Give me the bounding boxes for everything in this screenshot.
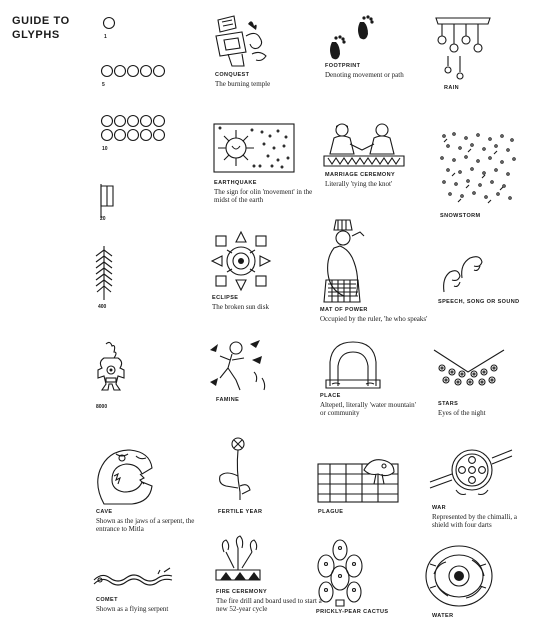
rain-caption: [444, 84, 504, 93]
water-swirl-icon: [424, 544, 494, 608]
water-heading: WATER: [432, 613, 454, 619]
conquest-caption: [215, 71, 315, 88]
earthquake-description: The sign for olin 'movement' in the midst of the earth: [214, 187, 313, 204]
fertile-heading: FERTILE YEAR: [218, 509, 263, 515]
speech-caption: [438, 298, 538, 307]
prickly-pear-cactus-icon: [314, 538, 366, 606]
numeral-one-dot-icon: [102, 16, 116, 30]
fire-caption: [216, 588, 326, 614]
cactus-heading: PRICKLY-PEAR CACTUS: [316, 609, 389, 615]
famine-icon: [206, 338, 272, 394]
mat-heading: MAT OF POWER: [320, 307, 368, 313]
mat-caption: [320, 306, 440, 323]
numeral-eight-thousand-bag-icon: [92, 342, 126, 392]
mat-description: Occupied by the ruler, 'he who speaks': [320, 314, 428, 323]
conquest-temple-icon: [212, 14, 270, 70]
marriage-description: Literally 'tying the knot': [325, 179, 393, 188]
marriage-caption: [325, 171, 435, 188]
footprint-description: Denoting movement or path: [325, 70, 404, 79]
stars-icon: [432, 348, 506, 388]
footprint-caption: [325, 62, 425, 79]
eclipse-sun-icon: [210, 230, 272, 292]
snowstorm-icon: [438, 130, 518, 208]
plague-caption: [318, 508, 378, 517]
war-description: Represented by the chimalli, a shield with four darts: [432, 512, 517, 529]
marriage-ceremony-icon: [322, 120, 406, 168]
war-heading: WAR: [432, 505, 447, 511]
mat-of-power-icon: [320, 218, 372, 304]
famine-caption: [216, 396, 276, 405]
marriage-heading: MARRIAGE CEREMONY: [325, 172, 396, 178]
fire-heading: FIRE CEREMONY: [216, 589, 268, 595]
fertile-caption: [218, 508, 298, 517]
numeral-four-hundred-feather-icon: [92, 244, 116, 300]
fire-ceremony-drill-icon: [212, 538, 264, 584]
cactus-caption: [316, 608, 406, 617]
water-caption: [432, 612, 492, 621]
title-line-1: GUIDE TO: [12, 15, 70, 27]
numeral-label-8000: 8000: [96, 404, 108, 410]
war-shield-icon: [428, 442, 514, 498]
place-description: Altepetl, literally 'water mountain' or community: [320, 400, 416, 417]
fertile-year-maize-icon: [212, 436, 252, 502]
place-caption: [320, 392, 420, 418]
conquest-heading: CONQUEST: [215, 72, 250, 78]
rain-icon: [432, 14, 494, 82]
cave-serpent-jaws-icon: [94, 446, 156, 506]
cave-caption: [96, 508, 206, 534]
eclipse-description: The broken sun disk: [212, 302, 269, 311]
snowstorm-heading: SNOWSTORM: [440, 213, 481, 219]
title-line-2: GLYPHS: [12, 29, 60, 41]
eclipse-caption: [212, 294, 312, 311]
earthquake-heading: EARTHQUAKE: [214, 180, 257, 186]
eclipse-heading: ECLIPSE: [212, 295, 239, 301]
numeral-label-5: 5: [102, 82, 105, 88]
stars-caption: [438, 400, 538, 417]
famine-heading: FAMINE: [216, 397, 240, 403]
plague-icon: [316, 456, 400, 504]
snowstorm-caption: [440, 212, 520, 221]
stars-heading: STARS: [438, 401, 459, 407]
numeral-twenty-flag-icon: [98, 184, 118, 218]
place-mountain-icon: [324, 338, 382, 390]
numeral-label-10: 10: [102, 146, 108, 152]
numeral-label-1: 1: [104, 34, 107, 40]
comet-description: Shown as a flying serpent: [96, 604, 169, 613]
earthquake-caption: [214, 179, 314, 205]
cave-description: Shown as the jaws of a serpent, the entrance to Mitla: [96, 516, 195, 533]
stars-description: Eyes of the night: [438, 408, 486, 417]
page-title: [12, 14, 70, 42]
footprint-heading: FOOTPRINT: [325, 63, 361, 69]
comet-heading: COMET: [96, 597, 118, 603]
speech-scroll-icon: [440, 248, 496, 294]
plague-heading: PLAGUE: [318, 509, 344, 515]
numeral-ten-dots-icon: [100, 114, 166, 142]
comet-serpent-icon: [92, 568, 174, 590]
cave-heading: CAVE: [96, 509, 113, 515]
war-caption: [432, 504, 532, 530]
speech-heading: SPEECH, SONG OR SOUND: [438, 299, 520, 305]
footprint-icon: [326, 10, 386, 62]
place-heading: PLACE: [320, 393, 341, 399]
fire-description: The fire drill and board used to start a new 52-year cycle: [216, 596, 322, 613]
earthquake-icon: [212, 122, 296, 176]
conquest-description: The burning temple: [215, 79, 271, 88]
rain-heading: RAIN: [444, 85, 460, 91]
numeral-label-20: 20: [100, 216, 106, 222]
numeral-five-dots-icon: [100, 64, 166, 78]
numeral-label-400: 400: [98, 304, 107, 310]
comet-caption: [96, 596, 196, 613]
